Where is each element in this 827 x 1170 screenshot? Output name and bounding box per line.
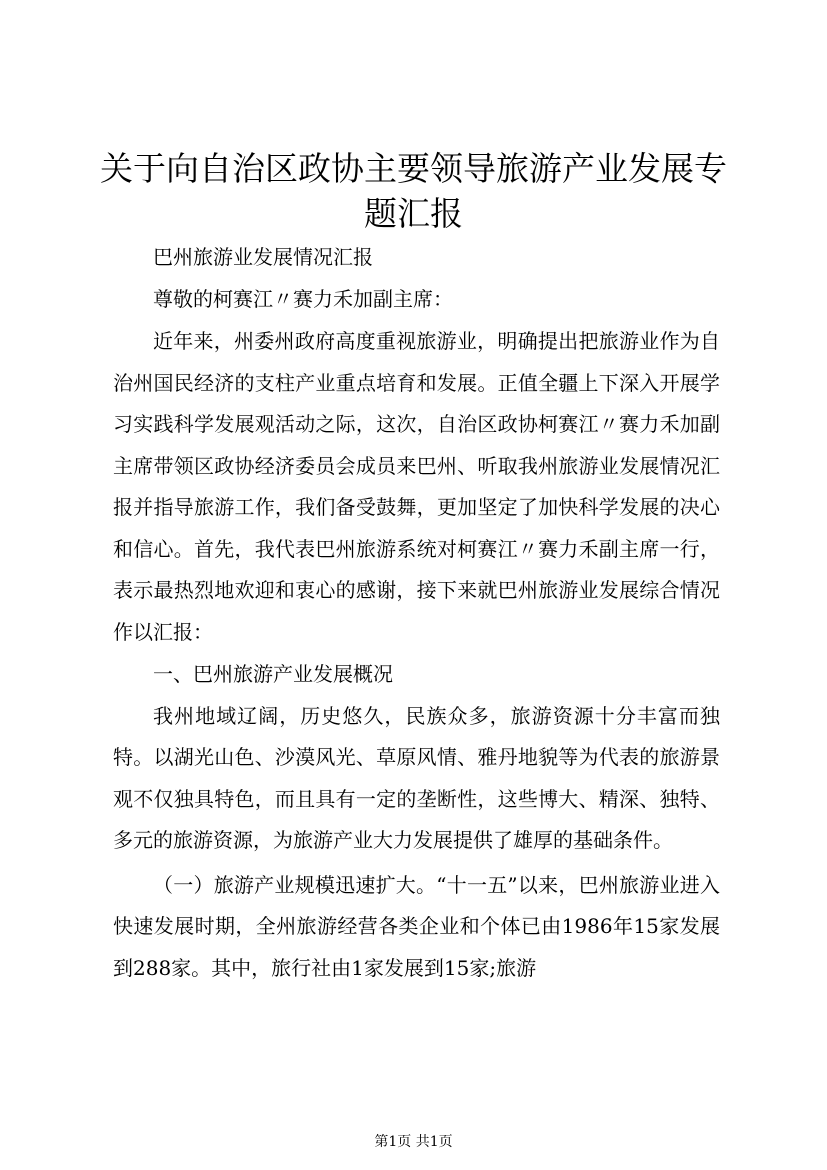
section-heading-1: 一、巴州旅游产业发展概况 — [153, 661, 393, 686]
salutation: 尊敬的柯赛江〃赛力禾加副主席： — [153, 287, 453, 311]
page-footer: 第1页 共1页 — [374, 1134, 453, 1150]
overview-paragraph: 我州地域辽阔，历史悠久，民族众多，旅游资源十分丰富而独特。以湖光山色、沙漠风光、草原风情、雅丹地貌等为代表的旅游景观不仅独具特色，而且具有一定的垄断性，这些博大、精深、独特、多元的旅游资源，为旅游产业大力发展提供了雄厚的基础条件。 — [113, 703, 720, 852]
intro-paragraph: 近年来，州委州政府高度重视旅游业，明确提出把旅游业作为自治州国民经济的支柱产业重点培育和发展。正值全疆上下深入开展学习实践科学发展观活动之际，这次，自治区政协柯赛江〃赛力禾加副主席带领区政协经济委员会成员来巴州、听取我州旅游业发展情况汇报并指导旅游工作，我们备受鼓舞，更加坚定了加快科学发展的决心和信心。首先，我代表巴州旅游系统对柯赛江〃赛力禾副主席一行，表示最热烈地欢迎和衷心的感谢，接下来就巴州旅游业发展综合情况作以汇报： — [113, 329, 720, 644]
document-body — [113, 237, 720, 989]
report-subtitle: 巴州旅游业发展情况汇报 — [153, 245, 373, 269]
document-title: 关于向自治区政协主要领导旅游产业发展专题汇报 — [100, 149, 727, 233]
subsection-paragraph-1: （一）旅游产业规模迅速扩大。“十一五”以来，巴州旅游业进入快速发展时期，全州旅游经营各类企业和个体已由1986年15家发展到288家。其中，旅行社由1家发展到15家;旅游 — [113, 872, 720, 980]
